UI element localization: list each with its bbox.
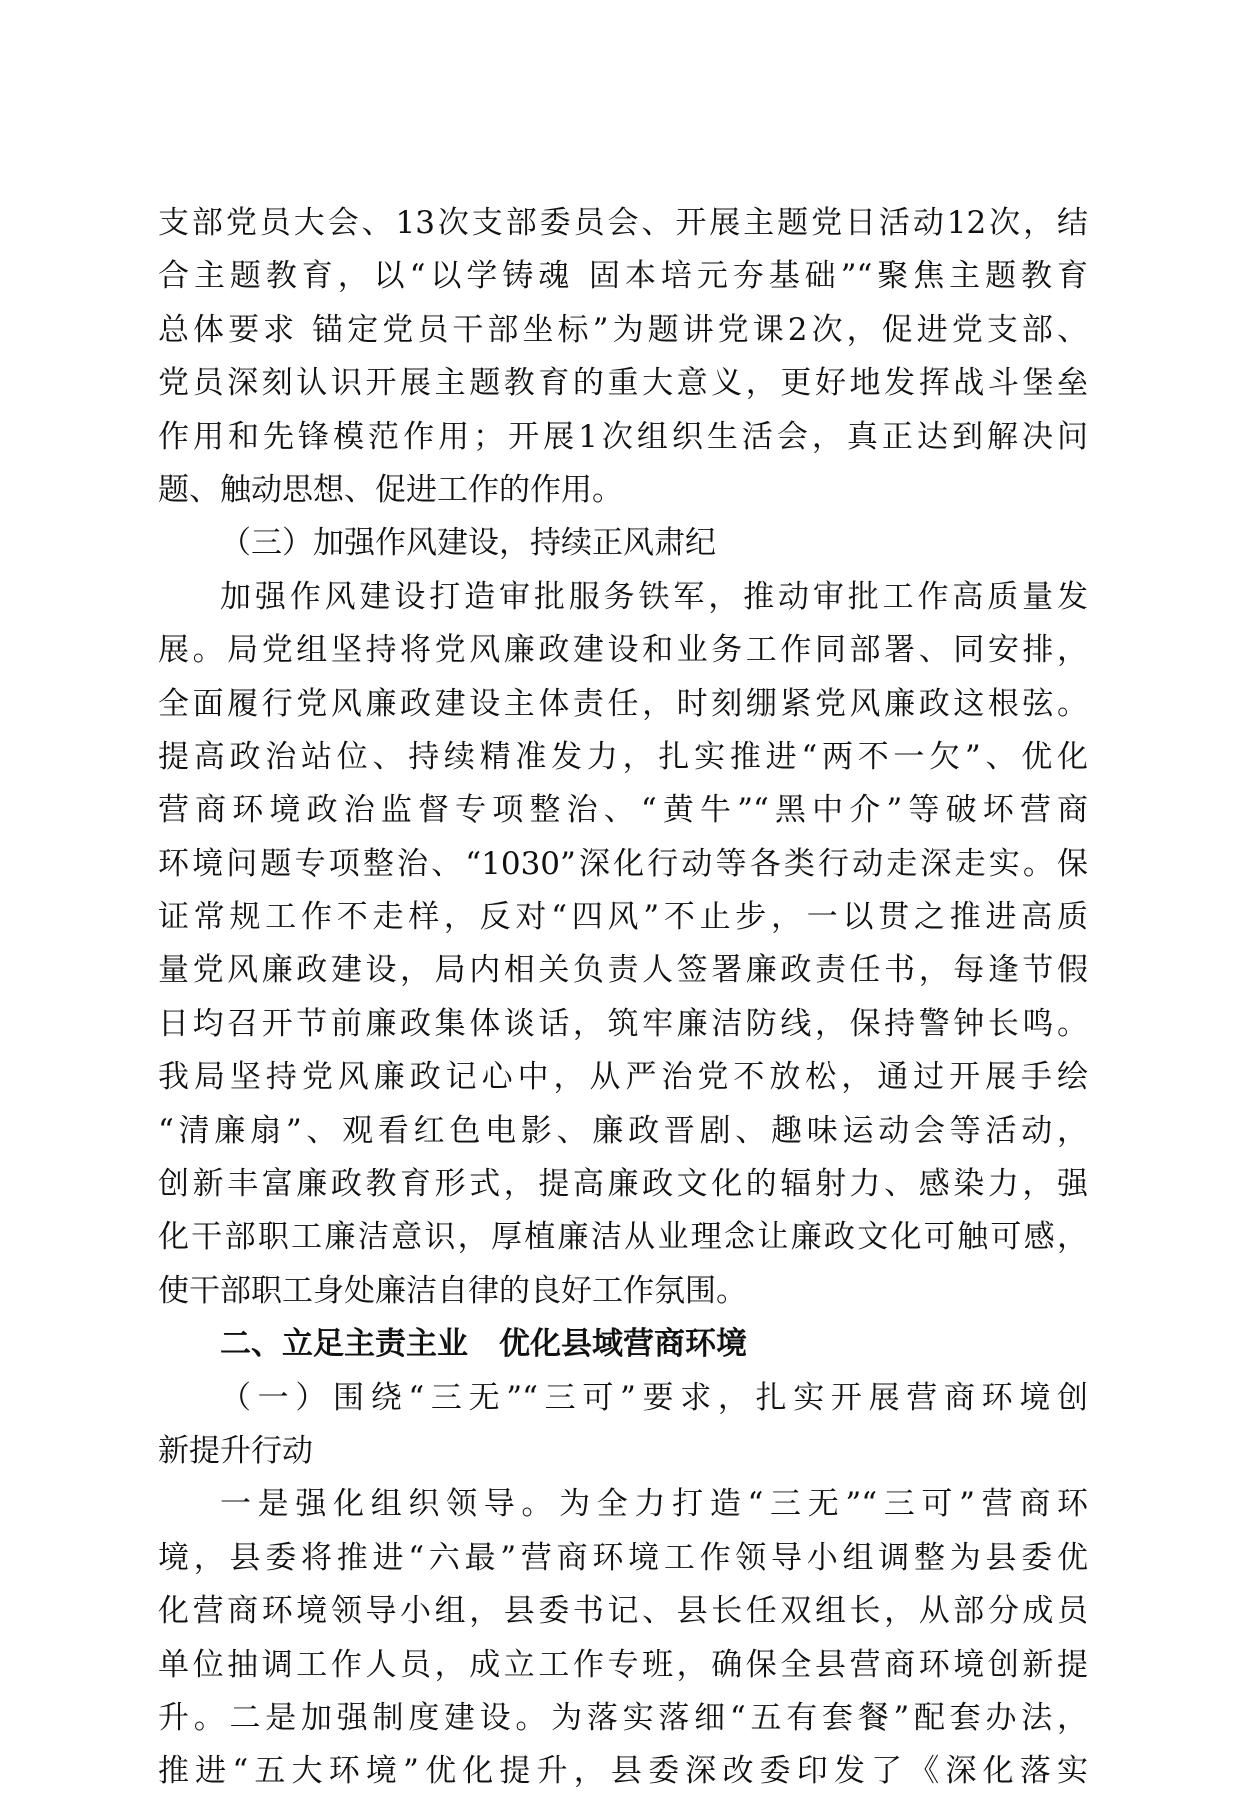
paragraph (158, 571, 1088, 1318)
text-line: 境，县委将推进“六最”营商环境工作领导小组调整为县委优 (158, 1539, 1088, 1576)
subheading-line: （三）加强作风建设，持续正风肃纪 (220, 525, 716, 562)
text-line: 我局坚持党风廉政记心中，从严治党不放松，通过开展手绘 (158, 1059, 1088, 1096)
paragraph (158, 197, 1088, 517)
text-line: 化营商环境领导小组，县委书记、县长任双组长，从部分成员 (158, 1593, 1088, 1630)
text-line: 单位抽调工作人员，成立工作专班，确保全县营商环境创新提 (158, 1646, 1088, 1683)
text-line: 合主题教育，以“以学铸魂 固本培元夯基础”“聚焦主题教育 (158, 258, 1088, 295)
text-line: 证常规工作不走样，反对“四风”不止步，一以贯之推进高质 (158, 899, 1088, 936)
subheading-line: （一）围绕“三无”“三可”要求，扎实开展营商环境创 (220, 1379, 1088, 1416)
text-line: 支部党员大会、13次支部委员会、开展主题党日活动12次，结 (158, 205, 1088, 241)
text-line: 升。二是加强制度建设。为落实落细“五有套餐”配套办法， (158, 1699, 1088, 1736)
text-line: 题、触动思想、促进工作的作用。 (158, 471, 623, 508)
subheading-line: 新提升行动 (158, 1432, 313, 1469)
text-line: 化干部职工廉洁意识，厚植廉洁从业理念让廉政文化可触可感， (158, 1219, 1088, 1256)
text-line: 日均召开节前廉政集体谈话，筑牢廉洁防线，保持警钟长鸣。 (158, 1005, 1088, 1042)
text-line: 环境问题专项整治、“1030”深化行动等各类行动走深走实。保 (158, 845, 1088, 882)
text-line: 总体要求 锚定党员干部坐标”为题讲党课2次，促进党支部、 (158, 311, 1088, 348)
text-line: “清廉扇”、观看红色电影、廉政晋剧、趣味运动会等活动， (158, 1112, 1088, 1149)
section-subheading (158, 517, 1088, 570)
text-line: 加强作风建设打造审批服务铁军，推动审批工作高质量发 (220, 578, 1088, 615)
text-line: 党员深刻认识开展主题教育的重大意义，更好地发挥战斗堡垒 (158, 365, 1088, 402)
text-line: 营商环境政治监督专项整治、“黄牛”“黑中介”等破坏营商 (158, 792, 1088, 829)
text-line: 作用和先锋模范作用；开展1次组织生活会，真正达到解决问 (158, 418, 1088, 455)
text-line: 一是强化组织领导。为全力打造“三无”“三可”营商环 (220, 1486, 1088, 1523)
text-line: 全面履行党风廉政建设主体责任，时刻绷紧党风廉政这根弦。 (158, 685, 1088, 722)
section-heading (158, 1318, 1088, 1371)
text-line: 创新丰富廉政教育形式，提高廉政文化的辐射力、感染力，强 (158, 1166, 1088, 1203)
text-line: 展。局党组坚持将党风廉政建设和业务工作同部署、同安排， (158, 632, 1088, 669)
text-line: 提高政治站位、持续精准发力，扎实推进“两不一欠”、优化 (158, 738, 1088, 775)
text-line: 使干部职工身处廉洁自律的良好工作氛围。 (158, 1272, 747, 1309)
text-line: 量党风廉政建设，局内相关负责人签署廉政责任书，每逢节假 (158, 952, 1088, 989)
section-subheading (158, 1372, 1088, 1479)
paragraph (158, 1478, 1088, 1798)
heading-line: 二、立足主责主业 优化县域营商环境 (220, 1326, 747, 1363)
document-body (158, 197, 1088, 1799)
text-line: 推进“五大环境”优化提升，县委深改委印发了《深化落实 (158, 1753, 1088, 1790)
